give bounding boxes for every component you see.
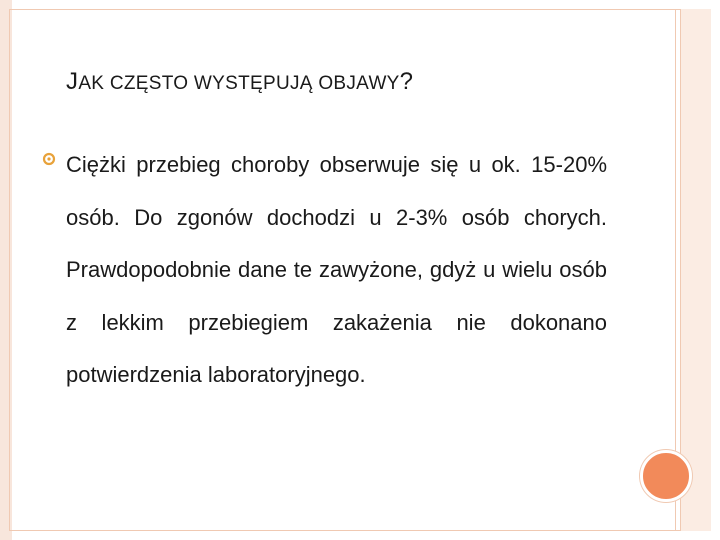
right-frame-band xyxy=(680,9,711,531)
decorative-circle xyxy=(640,450,692,502)
title-rest: AK CZĘSTO WYSTĘPUJĄ OBJAWY xyxy=(78,73,400,94)
sun-bullet-icon xyxy=(42,152,56,166)
bullet-text: Ciężki przebieg choroby obserwuje się u ok. 15-20% osób. Do zgonów dochodzi u 2-3% osób chorych. Prawdopodobnie dane te zawyżone, gdyż u wielu osób z lekkim przebiegiem zakażenia nie dokonano potwierdzenia laboratoryjnego. xyxy=(66,152,607,388)
title-initial: J xyxy=(66,68,79,95)
slide-title xyxy=(66,68,666,96)
title-question-mark: ? xyxy=(399,68,414,95)
